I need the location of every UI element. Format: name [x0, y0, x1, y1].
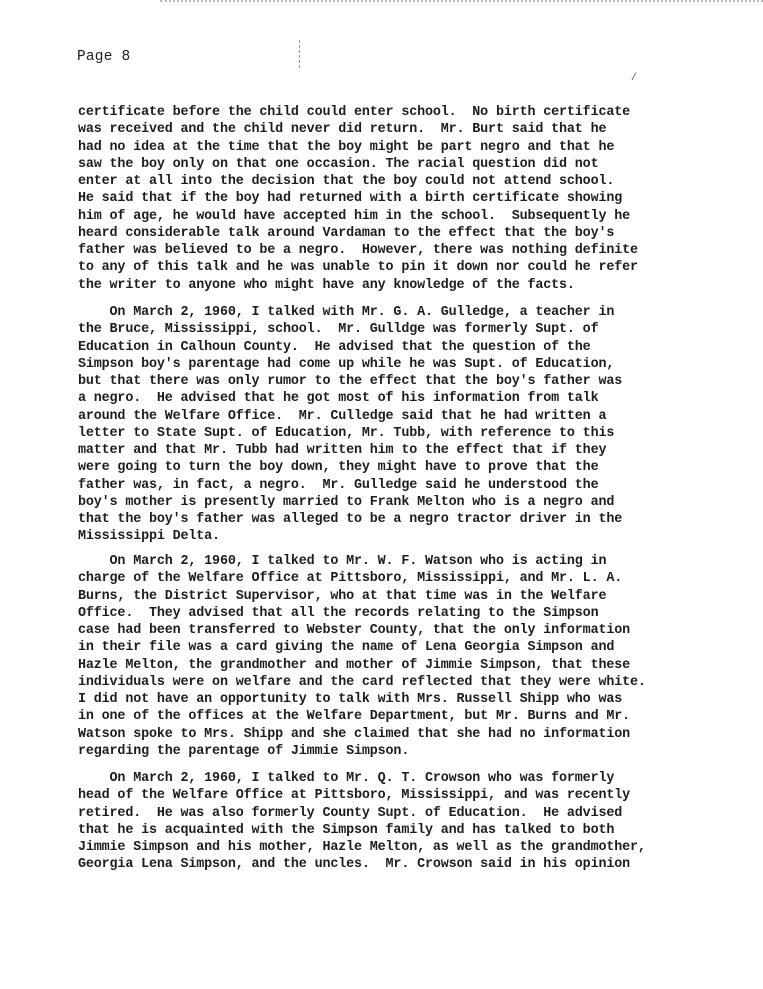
text-line: certificate before the child could enter school. No birth certificate: [78, 105, 630, 120]
text-line: individuals were on welfare and the card reflected that they were white.: [78, 674, 646, 690]
text-line: father was believed to be a negro. However, there was nothing definite: [78, 243, 638, 258]
text-line: boy's mother is presently married to Frank Melton who is a negro and: [78, 494, 615, 510]
text-line: He said that if the boy had returned with a birth certificate showing: [78, 191, 623, 207]
text-line: I did not have an opportunity to talk with Mrs. Russell Shipp who was: [78, 692, 623, 707]
text-line: saw the boy only on that one occasion. The racial question did not: [78, 156, 599, 172]
text-line: Georgia Lena Simpson, and the uncles. Mr. Crowson said in his opinion: [78, 857, 630, 873]
text-line: matter and that Mr. Tubb had written him to the effect that if they: [78, 443, 607, 458]
stray-mark: /: [631, 73, 638, 84]
text-line: retired. He was also formerly County Supt. of Education. He advised: [78, 805, 623, 821]
text-line: case had been transferred to Webster County, that the only information: [78, 623, 630, 638]
text-line: in one of the offices at the Welfare Department, but Mr. Burns and Mr.: [78, 709, 630, 725]
text-line: Office. They advised that all the records relating to the Simpson: [78, 605, 599, 621]
text-line: the Bruce, Mississippi, school. Mr. Gulldge was formerly Supt. of: [78, 322, 599, 338]
text-line: was received and the child never did return. Mr. Burt said that he: [78, 122, 607, 138]
text-line: Burns, the District Supervisor, who at that time was in the Welfare: [78, 588, 607, 604]
paragraph-watson-burns-interview: [78, 553, 728, 760]
text-line: Jimmie Simpson and his mother, Hazle Melton, as well as the grandmother,: [78, 840, 646, 855]
text-line: letter to State Supt. of Education, Mr. Tubb, with reference to this: [78, 425, 615, 441]
text-line: a negro. He advised that he got most of his information from talk: [78, 391, 599, 407]
paragraph-gulledge-interview: [78, 304, 728, 546]
paragraph-burt-statement: [78, 104, 728, 294]
text-line: but that there was only rumor to the effect that the boy's father was: [78, 374, 623, 389]
text-line: regarding the parentage of Jimmie Simpson.: [78, 743, 410, 759]
margin-mark: [299, 40, 301, 68]
page-number: Page 8: [77, 49, 131, 65]
text-line: charge of the Welfare Office at Pittsboro, Mississippi, and Mr. L. A.: [78, 571, 623, 587]
paragraph-crowson-interview: [78, 770, 728, 874]
text-line: to any of this talk and he was unable to pin it down nor could he refer: [78, 260, 638, 276]
top-dotted-rule: [160, 0, 763, 6]
text-line: Watson spoke to Mrs. Shipp and she claimed that she had no information: [78, 726, 630, 742]
text-line: On March 2, 1960, I talked to Mr. W. F. Watson who is acting in: [78, 554, 607, 569]
text-line: the writer to anyone who might have any knowledge of the facts.: [78, 277, 575, 293]
text-line: Hazle Melton, the grandmother and mother of Jimmie Simpson, that these: [78, 657, 630, 673]
text-line: Mississippi Delta.: [78, 529, 220, 545]
text-line: father was, in fact, a negro. Mr. Gulledge said he understood the: [78, 477, 599, 493]
text-line: On March 2, 1960, I talked with Mr. G. A. Gulledge, a teacher in: [78, 305, 615, 320]
text-line: had no idea at the time that the boy might be part negro and that he: [78, 139, 615, 155]
text-line: around the Welfare Office. Mr. Culledge said that he had written a: [78, 408, 607, 424]
text-line: head of the Welfare Office at Pittsboro, Mississippi, and was recently: [78, 788, 630, 804]
text-line: him of age, he would have accepted him in the school. Subsequently he: [78, 208, 630, 224]
text-line: Education in Calhoun County. He advised that the question of the: [78, 339, 591, 355]
text-line: in their file was a card giving the name of Lena Georgia Simpson and: [78, 640, 615, 656]
text-line: On March 2, 1960, I talked to Mr. Q. T. Crowson who was formerly: [78, 771, 615, 786]
text-line: that he is acquainted with the Simpson family and has talked to both: [78, 822, 615, 838]
text-line: heard considerable talk around Vardaman to the effect that the boy's: [78, 225, 615, 241]
text-line: enter at all into the decision that the boy could not attend school.: [78, 174, 615, 189]
text-line: were going to turn the boy down, they might have to prove that the: [78, 460, 599, 476]
text-line: that the boy's father was alleged to be a negro tractor driver in the: [78, 512, 623, 527]
text-line: Simpson boy's parentage had come up while he was Supt. of Education,: [78, 356, 615, 372]
